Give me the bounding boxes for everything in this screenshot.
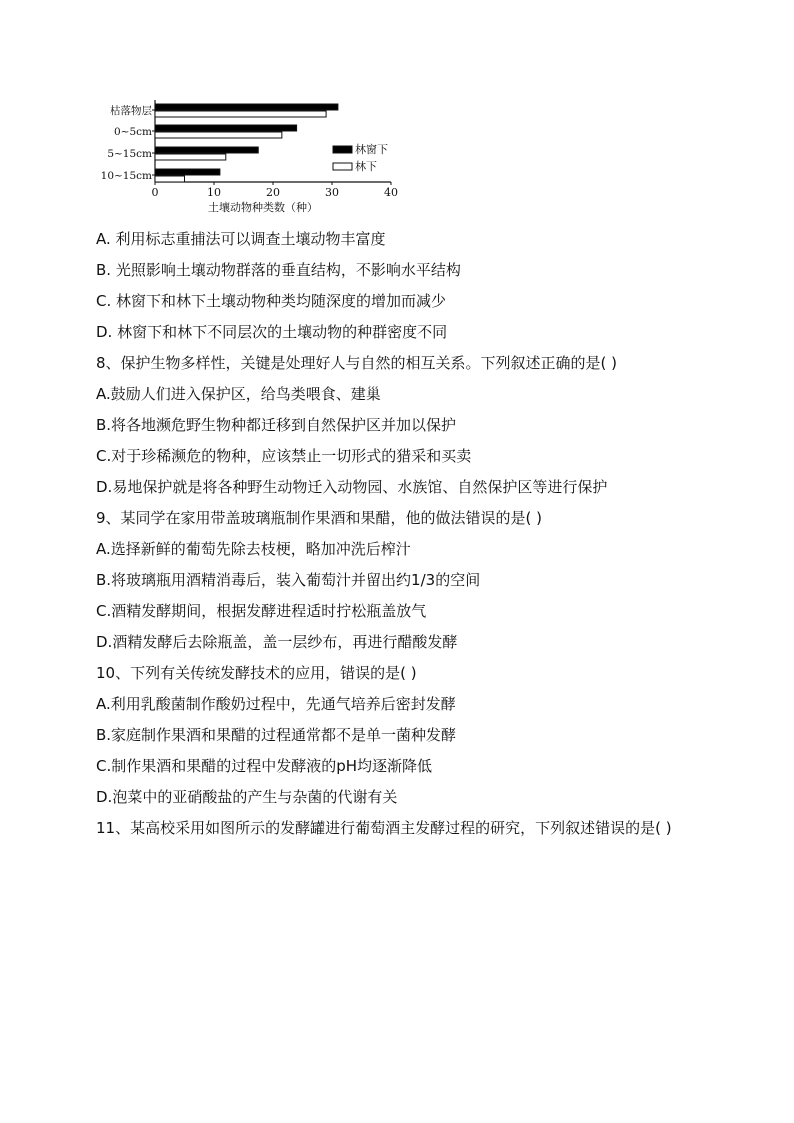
- bar-linchuangxia-2: [155, 147, 258, 153]
- option-d-q7: D. 林窗下和林下不同层次的土壤动物的种群密度不同: [96, 323, 448, 341]
- option-b-q10: B.家庭制作果酒和果醋的过程通常都不是单一菌种发酵: [96, 726, 457, 744]
- option-b-q9: B.将玻璃瓶用酒精消毒后，装入葡萄汁并留出约1/3的空间: [96, 571, 481, 589]
- legend-swatch-1: [333, 163, 352, 170]
- bar-linchuangxia-1: [155, 125, 297, 131]
- option-c-q10: C.制作果酒和果醋的过程中发酵液的pH均逐渐降低: [96, 757, 433, 775]
- chart-bars: [155, 104, 338, 182]
- x-tick-label-2: 20: [266, 186, 280, 199]
- question-10: 10、下列有关传统发酵技术的应用，错误的是( ): [96, 664, 417, 682]
- option-c-q7: C. 林窗下和林下土壤动物种类均随深度的增加而减少: [96, 292, 447, 310]
- chart-labels: [101, 104, 398, 214]
- option-c-q9: C.酒精发酵期间，根据发酵进程适时拧松瓶盖放气: [96, 602, 427, 620]
- category-label-0: 枯落物层: [110, 105, 152, 117]
- legend-label-1: 林下: [355, 160, 377, 173]
- category-label-2: 5~15cm: [107, 148, 152, 160]
- x-tick-label-1: 10: [207, 186, 221, 199]
- category-label-3: 10~15cm: [100, 170, 152, 182]
- option-d-q10: D.泡菜中的亚硝酸盐的产生与杂菌的代谢有关: [96, 788, 398, 806]
- option-b-q7: B. 光照影响土壤动物群落的垂直结构，不影响水平结构: [96, 261, 461, 279]
- option-a-q10: A.利用乳酸菌制作酸奶过程中，先通气培养后密封发酵: [96, 695, 456, 713]
- bar-linxia-0: [155, 111, 326, 117]
- chart-legend: [333, 142, 388, 173]
- legend-swatch-0: [333, 146, 352, 153]
- option-a-q7: A. 利用标志重捕法可以调查土壤动物丰富度: [96, 230, 386, 248]
- bar-linxia-2: [155, 154, 226, 160]
- question-11: 11、某高校采用如图所示的发酵罐进行葡萄酒主发酵过程的研究，下列叙述错误的是( ): [96, 819, 672, 837]
- option-a-q8: A.鼓励人们进入保护区，给鸟类喂食、建巢: [96, 385, 381, 403]
- soil-animal-bar-chart: [96, 98, 416, 222]
- option-a-q9: A.选择新鲜的葡萄先除去枝梗，略加冲洗后榨汁: [96, 540, 411, 558]
- category-label-1: 0~5cm: [114, 126, 152, 138]
- x-tick-label-3: 30: [325, 186, 339, 199]
- option-d-q8: D.易地保护就是将各种野生动物迁入动物园、水族馆、自然保护区等进行保护: [96, 478, 608, 496]
- x-tick-label-4: 40: [384, 186, 398, 199]
- legend-label-0: 林窗下: [355, 143, 388, 156]
- option-b-q8: B.将各地濒危野生物种都迁移到自然保护区并加以保护: [96, 416, 457, 434]
- bar-linchuangxia-3: [155, 169, 220, 175]
- bar-linchuangxia-0: [155, 104, 338, 110]
- option-d-q9: D.酒精发酵后去除瓶盖，盖一层纱布，再进行醋酸发酵: [96, 633, 458, 651]
- x-axis-title: 土壤动物种类数（种）: [208, 201, 318, 214]
- question-8: 8、保护生物多样性，关键是处理好人与自然的相互关系。下列叙述正确的是( ): [96, 354, 618, 372]
- bar-linxia-1: [155, 132, 282, 138]
- bar-linxia-3: [155, 176, 185, 182]
- option-c-q8: C.对于珍稀濒危的物种，应该禁止一切形式的猎采和买卖: [96, 447, 472, 465]
- x-tick-label-0: 0: [151, 186, 159, 199]
- question-9: 9、某同学在家用带盖玻璃瓶制作果酒和果醋，他的做法错误的是( ): [96, 509, 543, 527]
